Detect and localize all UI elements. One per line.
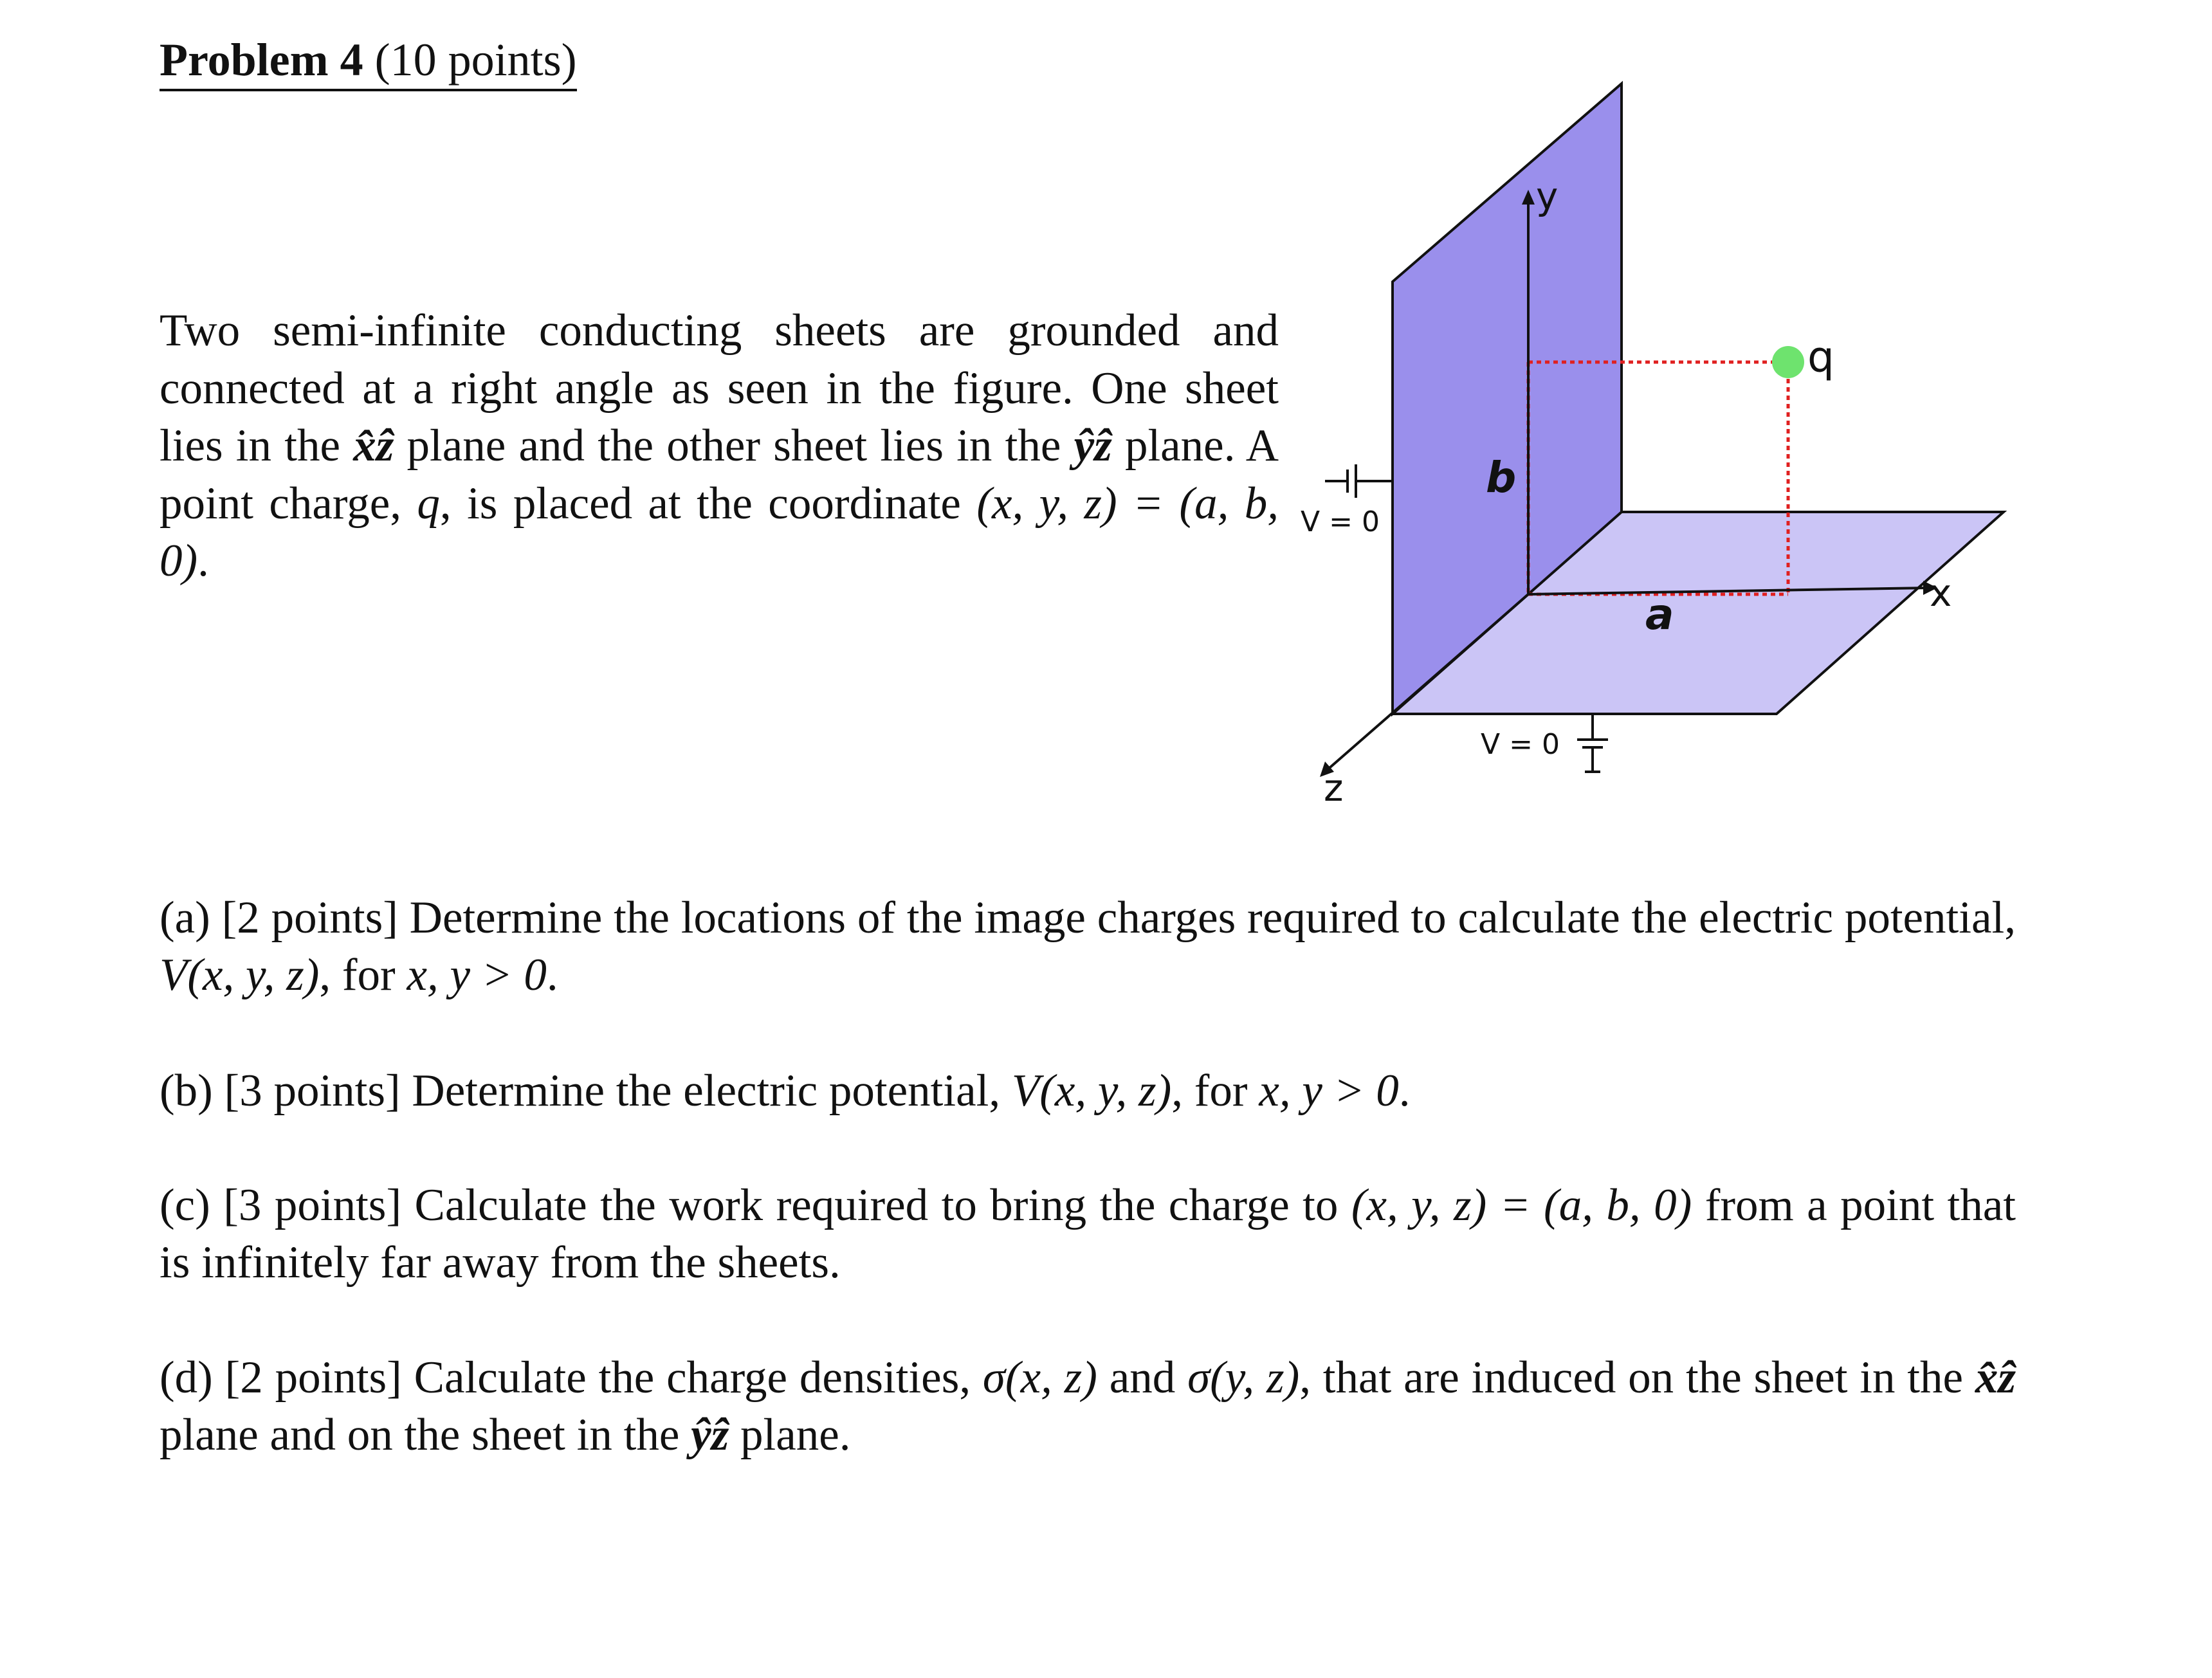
xz-plane-symbol: x̂ẑ [1975,1353,2016,1403]
charge-label: q [1807,333,1834,382]
intro-text: Two semi-infinite conducting sheets are grounded and connected at a right angle as seen in the figure. One sheet lies in the [160,306,1279,471]
math-expression: σ(y, z) [1187,1353,1300,1403]
part-text: , for [319,950,407,1000]
distance-b-label: b [1486,453,1517,502]
intro-text: , is placed at the coordinate [439,478,977,529]
math-expression: σ(x, z) [982,1353,1097,1403]
part-text: plane and on the sheet in the [160,1410,691,1460]
distance-a-label: a [1645,590,1674,639]
math-expression: V(x, y, z) [1011,1066,1172,1116]
intro-text: plane and the other sheet lies in the [394,421,1074,471]
part-label: (c) [160,1180,210,1230]
math-expression: x, y > 0 [407,950,547,1000]
ground-bottom-label: V = 0 [1481,728,1560,761]
x-axis-label: x [1930,571,1952,615]
part-label: (b) [160,1066,213,1116]
part-a [160,889,2016,1004]
ground-left-label: V = 0 [1301,506,1380,538]
part-text: Determine the locations of the image charges required to calculate the electric potential, [398,893,2016,943]
y-axis-label: y [1536,174,1558,218]
part-text: from a point that is infinitely far away from the sheets. [160,1180,2016,1288]
problem-points: (10 points) [374,34,577,86]
problem-title: Problem 4 [160,34,363,86]
problem-heading [160,31,577,91]
math-expression: (x, y, z) = (a, b, 0) [1351,1180,1692,1230]
math-expression: x, y > 0 [1259,1066,1399,1116]
part-points: [3 points] [223,1180,402,1230]
part-text: . [1398,1066,1411,1116]
ground-symbol-left [1325,464,1393,498]
part-text: Calculate the charge densities, [401,1353,983,1403]
part-label: (a) [160,893,210,943]
part-c [160,1177,2016,1291]
problem-statement [160,302,1279,590]
xz-plane-symbol: x̂ẑ [353,421,394,471]
part-text: , that are induced on the sheet in the [1299,1353,1975,1403]
part-b [160,1062,2016,1120]
part-text: and [1097,1353,1188,1403]
yz-plane-symbol: ŷẑ [691,1410,729,1460]
part-text: plane. [729,1410,851,1460]
point-charge [1772,346,1804,378]
part-text: Determine the electric potential, [400,1066,1012,1116]
math-expression: V(x, y, z) [160,950,320,1000]
intro-text: . [197,536,209,586]
part-points: [2 points] [221,893,398,943]
part-label: (d) [160,1353,213,1403]
conducting-sheets-figure [1280,71,2039,836]
part-points: [2 points] [224,1353,402,1403]
yz-plane-symbol: ŷẑ [1074,421,1112,471]
part-d [160,1349,2016,1464]
intro-text: plane. A point charge, [160,421,1279,529]
ground-symbol-bottom [1577,714,1608,772]
part-points: [3 points] [224,1066,401,1116]
part-text: Calculate the work required to bring the charge to [401,1180,1351,1230]
charge-coordinate: (x, y, z) = (a, b, 0) [160,478,1279,586]
charge-symbol: q [417,478,440,529]
z-axis-label: z [1324,766,1344,810]
part-text: . [546,950,558,1000]
part-text: , for [1171,1066,1259,1116]
